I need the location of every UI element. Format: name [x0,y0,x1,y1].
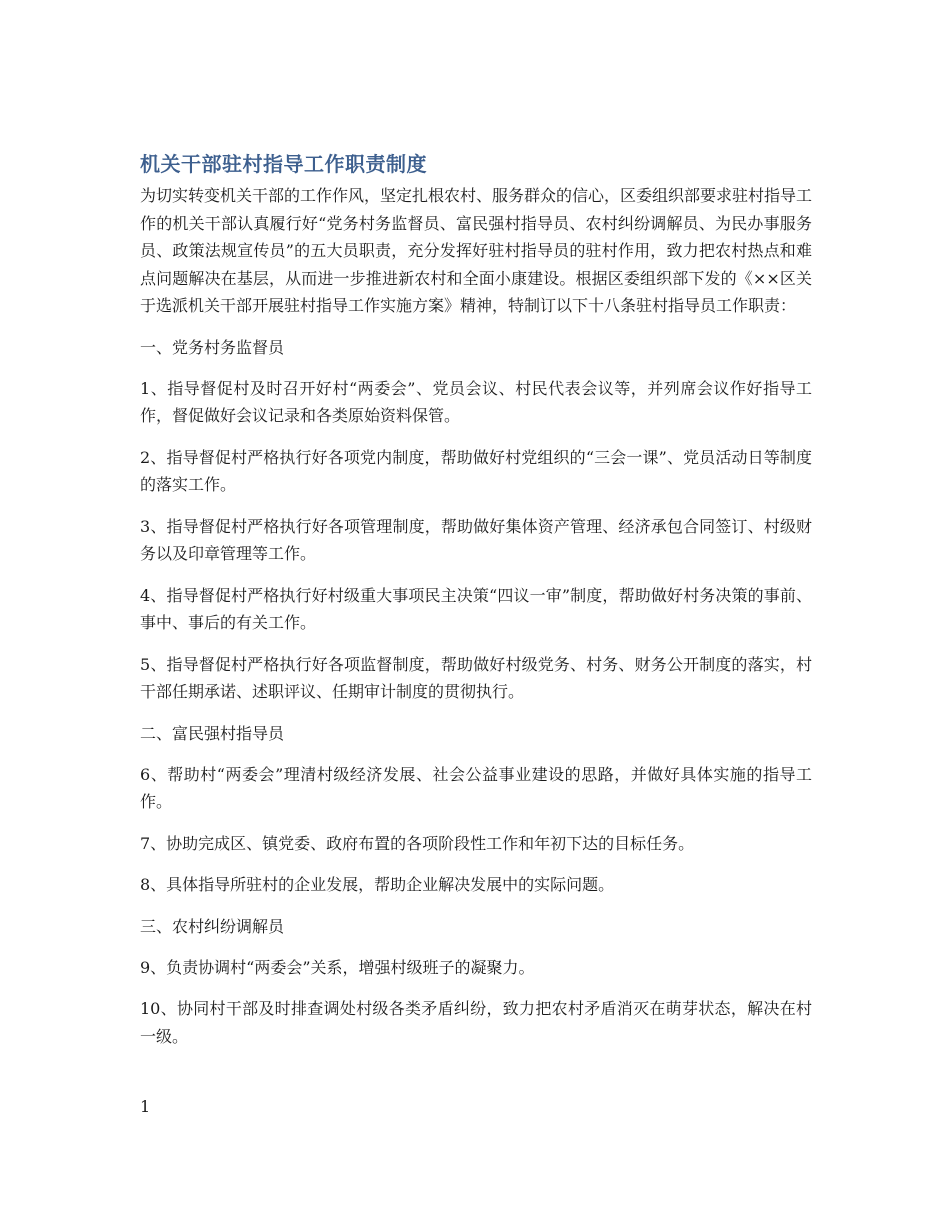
document-title: 机关干部驻村指导工作职责制度 [140,152,427,176]
duty-item-8: 8、具体指导所驻村的企业发展，帮助企业解决发展中的实际问题。 [140,875,615,894]
section-heading: 一、党务村务监督员 [140,337,285,357]
duty-item-2: 2、指导督促村严格执行好各项党内制度，帮助做好村党组织的“三会一课”、党员活动日等制度的落实工作。 [140,447,812,494]
section-heading: 三、农村纠纷调解员 [140,916,285,936]
duty-item-4: 4、指导督促村严格执行好村级重大事项民主决策“四议一审”制度，帮助做好村务决策的事前、事中、事后的有关工作。 [140,585,812,632]
section-party-affairs [140,334,812,706]
duty-item-6: 6、帮助村“两委会”理清村级经济发展、社会公益事业建设的思路，并做好具体实施的指导工作。 [140,764,812,811]
section-prosperity [140,720,812,899]
duty-item-1: 1、指导督促村及时召开好村“两委会”、党员会议、村民代表会议等，并列席会议作好指导工作，督促做好会议记录和各类原始资料保管。 [140,378,812,425]
duty-item-10: 10、协同村干部及时排查调处村级各类矛盾纠纷，致力把农村矛盾消灭在萌芽状态，解决在村一级。 [140,999,812,1046]
duty-item-3: 3、指导督促村严格执行好各项管理制度，帮助做好集体资产管理、经济承包合同签订、村级财务以及印章管理等工作。 [140,516,812,563]
document-page [140,148,812,1064]
duty-item-7: 7、协助完成区、镇党委、政府布置的各项阶段性工作和年初下达的目标任务。 [140,833,695,853]
intro-paragraph: 为切实转变机关干部的工作作风，坚定扎根农村、服务群众的信心，区委组织部要求驻村指导工作的机关干部认真履行好“党务村务监督员、富民强村指导员、农村纠纷调解员、为民办事服务员、政策法规宣传员”的五大员职责，充分发挥好驻村指导员的驻村作用，致力把农村热点和难点问题解决在基层，从而进一步推进新农村和全面小康建设。根据区委组织部下发的《××区关于选派机关干部开展驻村指导工作实施方案》精神，特制订以下十八条驻村指导员工作职责： [140,186,813,315]
duty-item-9: 9、负责协调村“两委会”关系，增强村级班子的凝聚力。 [140,957,535,977]
section-mediation [140,913,812,1051]
section-heading: 二、富民强村指导员 [140,723,285,743]
duty-item-5: 5、指导督促村严格执行好各项监督制度，帮助做好村级党务、村务、财务公开制度的落实，村干部任期承诺、述职评议、任期审计制度的贯彻执行。 [140,654,812,701]
page-number: 1 [140,1097,151,1116]
